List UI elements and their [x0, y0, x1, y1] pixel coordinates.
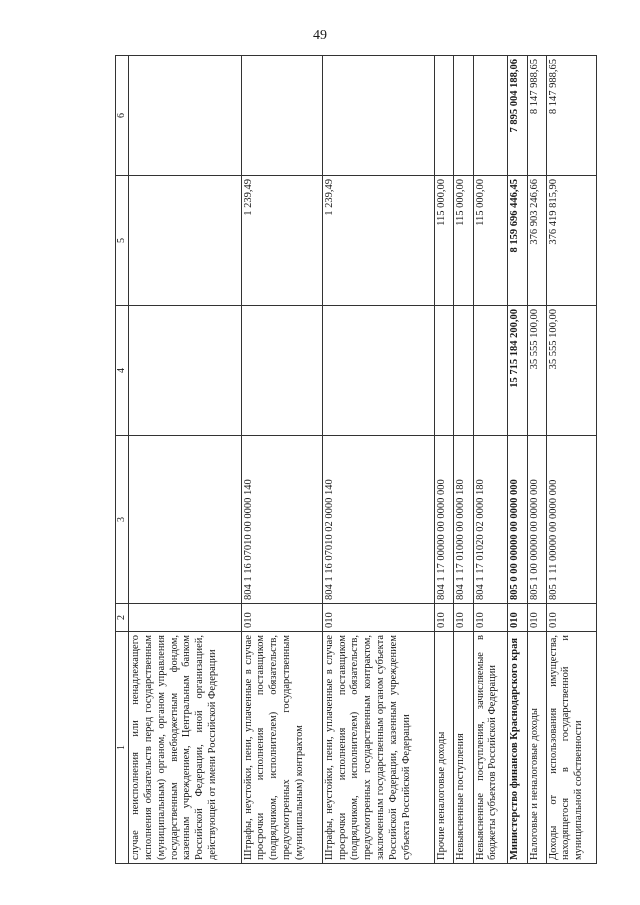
revenue-table — [115, 55, 597, 864]
row-code: 010 — [546, 604, 596, 632]
row-plan — [473, 306, 508, 436]
row-prev — [454, 56, 473, 176]
row-code: 010 — [527, 604, 546, 632]
row-prev — [322, 56, 434, 176]
row-kbk: 804 1 17 01020 02 0000 180 — [473, 436, 508, 604]
row-fact: 376 903 246,66 — [527, 176, 546, 306]
row-kbk: 805 1 00 00000 00 0000 000 — [527, 436, 546, 604]
row-code: 010 — [241, 604, 322, 632]
table-row — [241, 56, 322, 864]
row-prev: 8 147 988,65 — [546, 56, 596, 176]
row-fact: 8 159 696 446,45 — [508, 176, 527, 306]
table-row — [322, 56, 434, 864]
row-name: Штрафы, неустойки, пени, уплаченные в случае просрочки исполнения поставщиком (подрядчиком, исполнителем) обязательств, предусмотренных государственным (муниципальным) контрактом — [241, 632, 322, 864]
row-name: случае неисполнения или ненадлежащего исполнения обязательств перед государственным (муниципальным) органом, органом управления государственным внебюджетным фондом, казенным учреждением, Центральным банком Российской Федерации, иной организацией, действующей от имени Российской Федерации — [129, 632, 241, 864]
table-row — [527, 56, 546, 864]
row-kbk: 804 1 16 07010 00 0000 140 — [241, 436, 322, 604]
row-plan — [435, 306, 454, 436]
row-kbk: 805 0 00 00000 00 0000 000 — [508, 436, 527, 604]
row-code: 010 — [454, 604, 473, 632]
table-row — [473, 56, 508, 864]
row-fact: 115 000,00 — [473, 176, 508, 306]
table-row — [129, 56, 241, 864]
row-plan: 35 555 100,00 — [527, 306, 546, 436]
page-number: 49 — [313, 28, 327, 43]
row-fact: 1 239,49 — [322, 176, 434, 306]
row-name: Невыясненные поступления — [454, 632, 473, 864]
row-code: 010 — [473, 604, 508, 632]
row-kbk: 804 1 17 01000 00 0000 180 — [454, 436, 473, 604]
row-prev — [435, 56, 454, 176]
row-plan — [241, 306, 322, 436]
row-name: Невыясненные поступления, зачисляемые в бюджеты субъектов Российской Федерации — [473, 632, 508, 864]
row-name: Министерство финансов Краснодарского края — [508, 632, 527, 864]
row-prev: 7 895 004 188,06 — [508, 56, 527, 176]
table-row — [546, 56, 596, 864]
row-fact: 1 239,49 — [241, 176, 322, 306]
row-kbk — [129, 436, 241, 604]
row-fact: 115 000,00 — [454, 176, 473, 306]
row-plan: 15 715 184 200,00 — [508, 306, 527, 436]
rotated-table-wrapper — [115, 56, 597, 864]
header-col-2: 2 — [116, 604, 129, 632]
row-prev — [473, 56, 508, 176]
row-code: 010 — [508, 604, 527, 632]
header-col-4: 4 — [116, 306, 129, 436]
header-col-5: 5 — [116, 176, 129, 306]
row-kbk: 804 1 17 00000 00 0000 000 — [435, 436, 454, 604]
row-prev — [129, 56, 241, 176]
row-kbk: 804 1 16 07010 02 0000 140 — [322, 436, 434, 604]
row-prev: 8 147 988,65 — [527, 56, 546, 176]
row-fact: 376 419 815,90 — [546, 176, 596, 306]
row-code: 010 — [435, 604, 454, 632]
row-code — [129, 604, 241, 632]
row-plan — [454, 306, 473, 436]
header-col-6: 6 — [116, 56, 129, 176]
row-fact: 115 000,00 — [435, 176, 454, 306]
table-row — [435, 56, 454, 864]
row-code: 010 — [322, 604, 434, 632]
row-plan: 35 555 100,00 — [546, 306, 596, 436]
row-name: Налоговые и неналоговые доходы — [527, 632, 546, 864]
row-name: Прочие неналоговые доходы — [435, 632, 454, 864]
header-col-3: 3 — [116, 436, 129, 604]
row-prev — [241, 56, 322, 176]
row-plan — [129, 306, 241, 436]
table-row — [508, 56, 527, 864]
row-name: Штрафы, неустойки, пени, уплаченные в случае просрочки исполнения поставщиком (подрядчиком, исполнителем) обязательств, предусмотренных государственным контрактом, заключенным государственным органом субъекта Российской Федерации, казенным учреждением субъекта Российской Федерации — [322, 632, 434, 864]
row-name: Доходы от использования имущества, находящегося в государственной и муниципальной собственности — [546, 632, 596, 864]
table-row — [454, 56, 473, 864]
header-row — [116, 56, 129, 864]
header-col-1: 1 — [116, 632, 129, 864]
row-fact — [129, 176, 241, 306]
row-plan — [322, 306, 434, 436]
row-kbk: 805 1 11 00000 00 0000 000 — [546, 436, 596, 604]
